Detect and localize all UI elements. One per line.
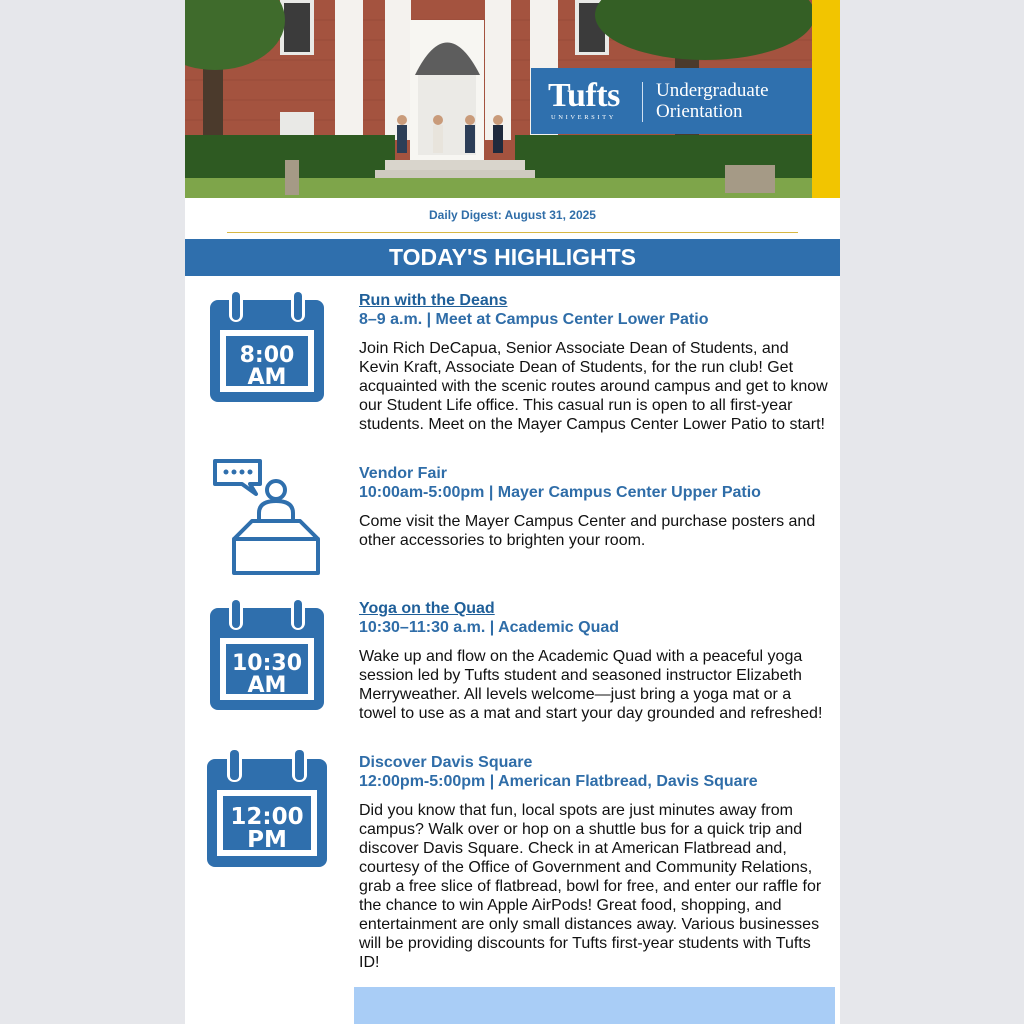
- calendar-12pm-icon: [205, 748, 329, 869]
- calendar-meridiem: AM: [247, 365, 287, 390]
- divider: [227, 232, 798, 233]
- event-title-link[interactable]: Run with the Deans: [359, 292, 508, 309]
- event-description: Did you know that fun, local spots are just minutes away from campus? Walk over or hop on a shuttle bus for a quick trip and discover Davis Square. Check in at American Flatbread and, courtesy of the Office of Government and Community Relations, grab a free slice of flatbread, bowl for free, and enter our raffle for the chance to win Apple AirPods! Great food, shopping, and entertainment are only small distances away. Various businesses will be providing discounts for Tufts first-year students with Tufts ID!: [359, 802, 822, 971]
- calendar-meridiem: AM: [247, 673, 287, 698]
- logo-divider: [642, 82, 643, 122]
- event-description: Come visit the Mayer Campus Center and purchase posters and other accessories to brighten your room.: [359, 513, 816, 549]
- vendor-booth-icon: [212, 458, 322, 576]
- accent-bar: [812, 0, 840, 198]
- email-body: [185, 0, 840, 1024]
- logo-university: UNIVERSITY: [551, 114, 616, 121]
- tufts-logo: [531, 68, 812, 134]
- logo-title: Undergraduate Orientation: [656, 80, 769, 122]
- event-title-link[interactable]: Yoga on the Quad: [359, 600, 495, 617]
- event-discover-davis-square: [359, 753, 829, 972]
- calendar-time: 8:00: [239, 343, 295, 368]
- event-time-location: 10:00am-5:00pm | Mayer Campus Center Upper Patio: [359, 484, 761, 501]
- digest-date: Daily Digest: August 31, 2025: [429, 208, 596, 222]
- calendar-meridiem: PM: [247, 827, 287, 853]
- logo-wordmark: Tufts: [548, 77, 620, 114]
- event-description: Wake up and flow on the Academic Quad with a peaceful yoga session led by Tufts student and seasoned instructor Elizabeth Merryweather. All levels welcome—just bring a yoga mat or a towel to use as a mat and start your day grounded and refreshed!: [359, 648, 823, 722]
- event-time-location: 12:00pm-5:00pm | American Flatbread, Davis Square: [359, 773, 758, 790]
- event-run-with-deans: [359, 291, 829, 434]
- event-description: Join Rich DeCapua, Senior Associate Dean of Students, and Kevin Kraft, Associate Dean of Students, for the run club! Get acquainted with the scenic routes around campus and get to know our Student Life office. This casual run is open to all first-year students. Meet on the Mayer Campus Center Lower Patio to start!: [359, 340, 828, 433]
- event-title: Vendor Fair: [359, 465, 448, 482]
- event-yoga-on-quad: [359, 599, 829, 723]
- calendar-8am-icon: [208, 290, 326, 405]
- event-time-location: 10:30–11:30 a.m. | Academic Quad: [359, 619, 620, 636]
- section-title: TODAY'S HIGHLIGHTS: [185, 239, 840, 276]
- hero-banner: [185, 0, 840, 198]
- event-vendor-fair: [359, 464, 829, 550]
- calendar-time: 12:00: [230, 804, 304, 830]
- calendar-1030am-icon: [208, 598, 326, 713]
- event-time-location: 8–9 a.m. | Meet at Campus Center Lower Patio: [359, 311, 709, 328]
- calendar-time: 10:30: [231, 651, 303, 676]
- event-title: Discover Davis Square: [359, 754, 533, 771]
- next-section-block: [354, 987, 835, 1024]
